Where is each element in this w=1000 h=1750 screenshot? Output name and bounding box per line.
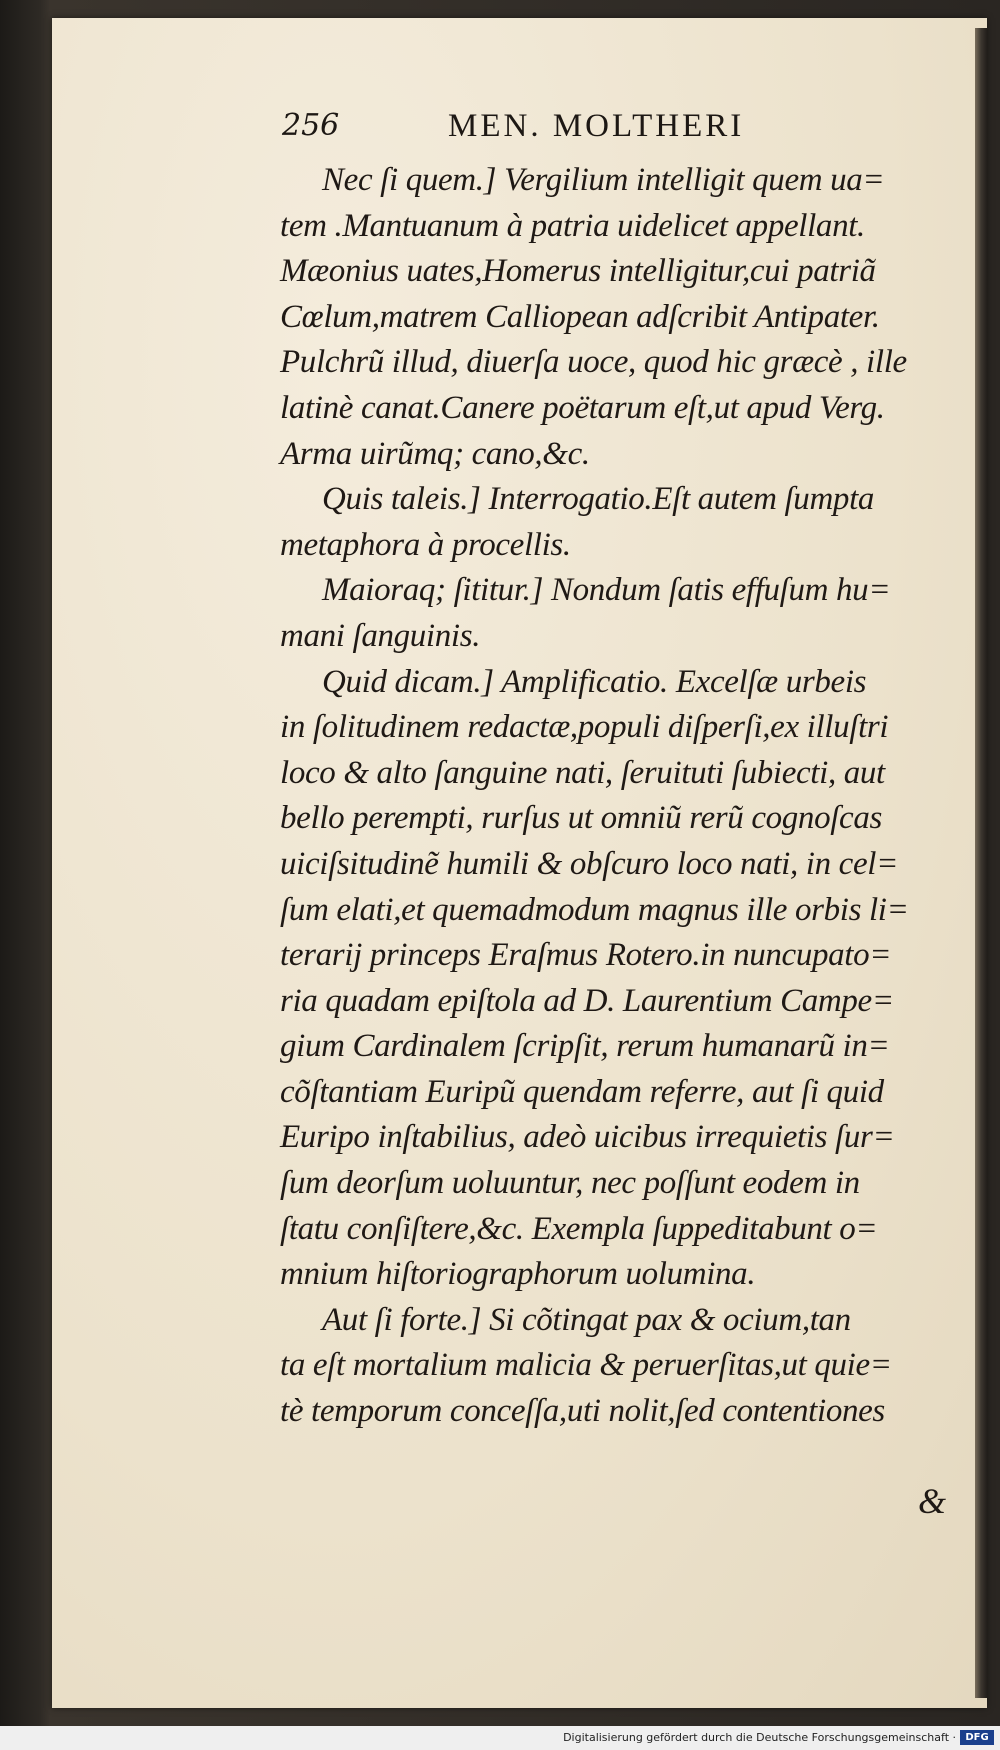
text-line: ſum deorſum uoluuntur, nec poſſunt eodem in bbox=[280, 1165, 860, 1202]
text-line: bello perempti, rurſus ut omniũ rerũ cognoſcas bbox=[280, 800, 882, 837]
text-line: latinè canat.Canere poëtarum eſt,ut apud Verg. bbox=[280, 389, 885, 426]
page-edge-shadow bbox=[975, 28, 987, 1698]
text-line: Pulchrũ illud, diuerſa uoce, quod hic græcè , ille bbox=[280, 344, 907, 381]
text-line: ta eſt mortalium malicia & peruerſitas,ut quie= bbox=[280, 1347, 892, 1384]
digitization-credit: Digitalisierung gefördert durch die Deutsche Forschungsgemeinschaft · bbox=[563, 1731, 956, 1744]
text-line: tem .Mantuanum à patria uidelicet appellant. bbox=[280, 207, 865, 244]
text-line: Mæonius uates,Homerus intelligitur,cui patriã bbox=[280, 253, 876, 290]
text-line: Cœlum,matrem Calliopean adſcribit Antipater. bbox=[280, 298, 880, 335]
dfg-logo[interactable]: DFG bbox=[960, 1730, 994, 1745]
catchword: & bbox=[918, 1481, 947, 1521]
text-line: terarij princeps Eraſmus Rotero.in nuncupato= bbox=[280, 937, 892, 974]
text-line: Quis taleis.] Interrogatio.Eſt autem ſumpta bbox=[322, 481, 875, 518]
text-line: in ſolitudinem redactæ,populi diſperſi,ex illuſtri bbox=[280, 709, 889, 746]
text-line: mani ſanguinis. bbox=[280, 617, 481, 654]
text-line: gium Cardinalem ſcripſit, rerum humanarũ in= bbox=[280, 1028, 890, 1065]
running-title: MEN. MOLTHERI bbox=[448, 108, 745, 144]
text-line: tè temporum conceſſa,uti nolit,ſed contentiones bbox=[280, 1393, 885, 1430]
text-line: Aut ſi forte.] Si cõtingat pax & ocium,tan bbox=[322, 1301, 851, 1338]
running-head bbox=[282, 108, 842, 152]
text-line: Maioraq; ſititur.] Nondum ſatis effuſum hu= bbox=[322, 572, 891, 609]
text-line: cõſtantiam Euripũ quendam referre, aut ſi quid bbox=[280, 1073, 884, 1110]
text-line: ſtatu conſiſtere,&c. Exempla ſuppeditabunt o= bbox=[280, 1210, 878, 1247]
text-line: loco & alto ſanguine nati, ſeruituti ſubiecti, aut bbox=[280, 754, 885, 791]
text-line: Euripo inſtabilius, adeò uicibus irrequietis ſur= bbox=[280, 1119, 895, 1156]
text-line: Nec ſi quem.] Vergilium intelligit quem ua= bbox=[322, 162, 885, 198]
text-line: ria quadam epiſtola ad D. Laurentium Campe= bbox=[280, 982, 894, 1019]
text-line: Quid dicam.] Amplificatio. Excelſæ urbeis bbox=[322, 663, 867, 700]
text-line: ſum elati,et quemadmodum magnus ille orbis li= bbox=[280, 891, 909, 928]
text-line: mnium hiſtoriographorum uolumina. bbox=[280, 1256, 756, 1293]
page-number: 256 bbox=[282, 108, 340, 143]
text-line: uiciſsitudinẽ humili & obſcuro loco nati, in cel= bbox=[280, 845, 898, 882]
text-line: Arma uirũmq; cano,&c. bbox=[280, 435, 590, 472]
footer-bar bbox=[0, 1726, 1000, 1750]
text-block bbox=[280, 158, 970, 1435]
text-line: metaphora à procellis. bbox=[280, 526, 571, 563]
